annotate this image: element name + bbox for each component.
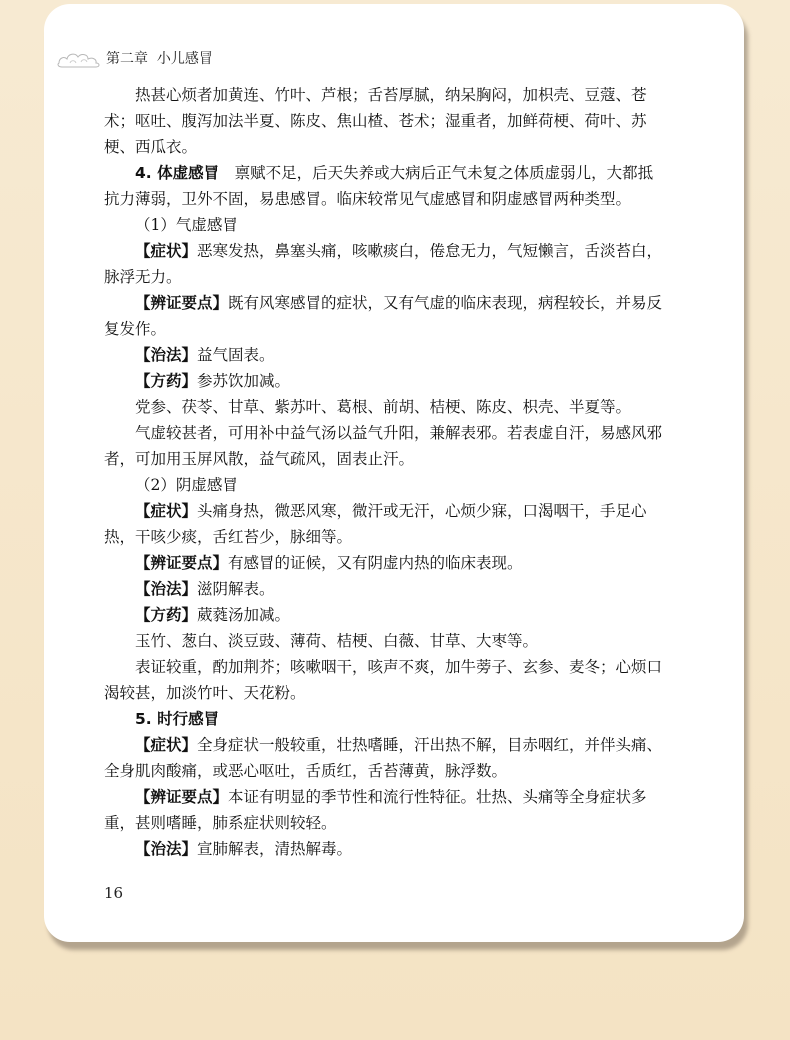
section-text: 禀赋不足，后天失养或大病后正气未复之体质虚弱儿，大都抵抗力薄弱，卫外不固，易患感冒。临床较常见气虚感冒和阴虚感冒两种类型。 — [104, 164, 654, 208]
key-point-paragraph — [104, 290, 664, 342]
symptom-label: 【症状】 — [135, 502, 198, 520]
symptom-paragraph — [104, 238, 664, 290]
section-title: 5. 时行感冒 — [135, 710, 220, 728]
page-body — [104, 82, 664, 862]
key-point-text: 既有风寒感冒的症状，又有气虚的临床表现，病程较长，并易反复发作。 — [104, 294, 663, 338]
running-header — [56, 44, 236, 74]
treatment-text: 宣肺解表，清热解毒。 — [197, 840, 353, 858]
symptom-paragraph — [104, 732, 664, 784]
treatment-label: 【治法】 — [135, 346, 198, 364]
key-point-text: 本证有明显的季节性和流行性特征。壮热、头痛等全身症状多重，甚则嗜睡，肺系症状则较轻。 — [104, 788, 647, 832]
key-point-label: 【辨证要点】 — [135, 788, 229, 806]
key-point-label: 【辨证要点】 — [135, 294, 229, 312]
formula-label: 【方药】 — [135, 372, 198, 390]
formula-paragraph — [104, 368, 664, 394]
section-4 — [104, 160, 664, 212]
formula-text: 葳蕤汤加减。 — [197, 606, 291, 624]
symptom-label: 【症状】 — [135, 736, 198, 754]
paragraph: 热甚心烦者加黄连、竹叶、芦根；舌苔厚腻，纳呆胸闷，加枳壳、豆蔻、苍术；呕吐、腹泻加法半夏、陈皮、焦山楂、苍术；湿重者，加鲜荷梗、荷叶、苏梗、西瓜衣。 — [104, 86, 647, 156]
section-title: 4. 体虚感冒 — [135, 164, 220, 182]
page-number: 16 — [104, 884, 124, 902]
note-paragraph: 气虚较甚者，可用补中益气汤以益气升阳，兼解表邪。若表虚自汗，易感风邪者，可加用玉屏风散，益气疏风，固表止汗。 — [104, 424, 663, 468]
symptom-paragraph — [104, 498, 664, 550]
treatment-paragraph — [104, 576, 664, 602]
treatment-paragraph — [104, 836, 664, 862]
treatment-paragraph — [104, 342, 664, 368]
formula-paragraph — [104, 602, 664, 628]
subsection-title: （2）阴虚感冒 — [135, 476, 238, 494]
symptom-text: 恶寒发热，鼻塞头痛，咳嗽痰白，倦怠无力，气短懒言，舌淡苔白，脉浮无力。 — [104, 242, 663, 286]
key-point-paragraph — [104, 784, 664, 836]
key-point-paragraph — [104, 550, 664, 576]
key-point-label: 【辨证要点】 — [135, 554, 229, 572]
note-paragraph: 表证较重，酌加荆芥；咳嗽咽干，咳声不爽，加牛蒡子、玄参、麦冬；心烦口渴较甚，加淡竹叶、天花粉。 — [104, 658, 663, 702]
treatment-label: 【治法】 — [135, 840, 198, 858]
subsection-title: （1）气虚感冒 — [135, 216, 238, 234]
treatment-label: 【治法】 — [135, 580, 198, 598]
herbs-paragraph: 党参、茯苓、甘草、紫苏叶、葛根、前胡、桔梗、陈皮、枳壳、半夏等。 — [135, 398, 632, 416]
symptom-text: 全身症状一般较重，壮热嗜睡，汗出热不解，目赤咽红，并伴头痛、全身肌肉酸痛，或恶心呕吐，舌质红，舌苔薄黄，脉浮数。 — [104, 736, 663, 780]
herbs-paragraph: 玉竹、葱白、淡豆豉、薄荷、桔梗、白薇、甘草、大枣等。 — [135, 632, 539, 650]
formula-label: 【方药】 — [135, 606, 198, 624]
key-point-text: 有感冒的证候，又有阴虚内热的临床表现。 — [228, 554, 523, 572]
auspicious-cloud-icon — [56, 48, 102, 70]
symptom-label: 【症状】 — [135, 242, 198, 260]
chapter-title: 小儿感冒 — [156, 51, 213, 67]
treatment-text: 滋阴解表。 — [197, 580, 275, 598]
chapter-number: 第二章 — [106, 51, 148, 67]
symptom-text: 头痛身热，微恶风寒，微汗或无汗，心烦少寐，口渴咽干，手足心热，干咳少痰，舌红苔少，脉细等。 — [104, 502, 647, 546]
treatment-text: 益气固表。 — [197, 346, 275, 364]
formula-text: 参苏饮加减。 — [197, 372, 291, 390]
